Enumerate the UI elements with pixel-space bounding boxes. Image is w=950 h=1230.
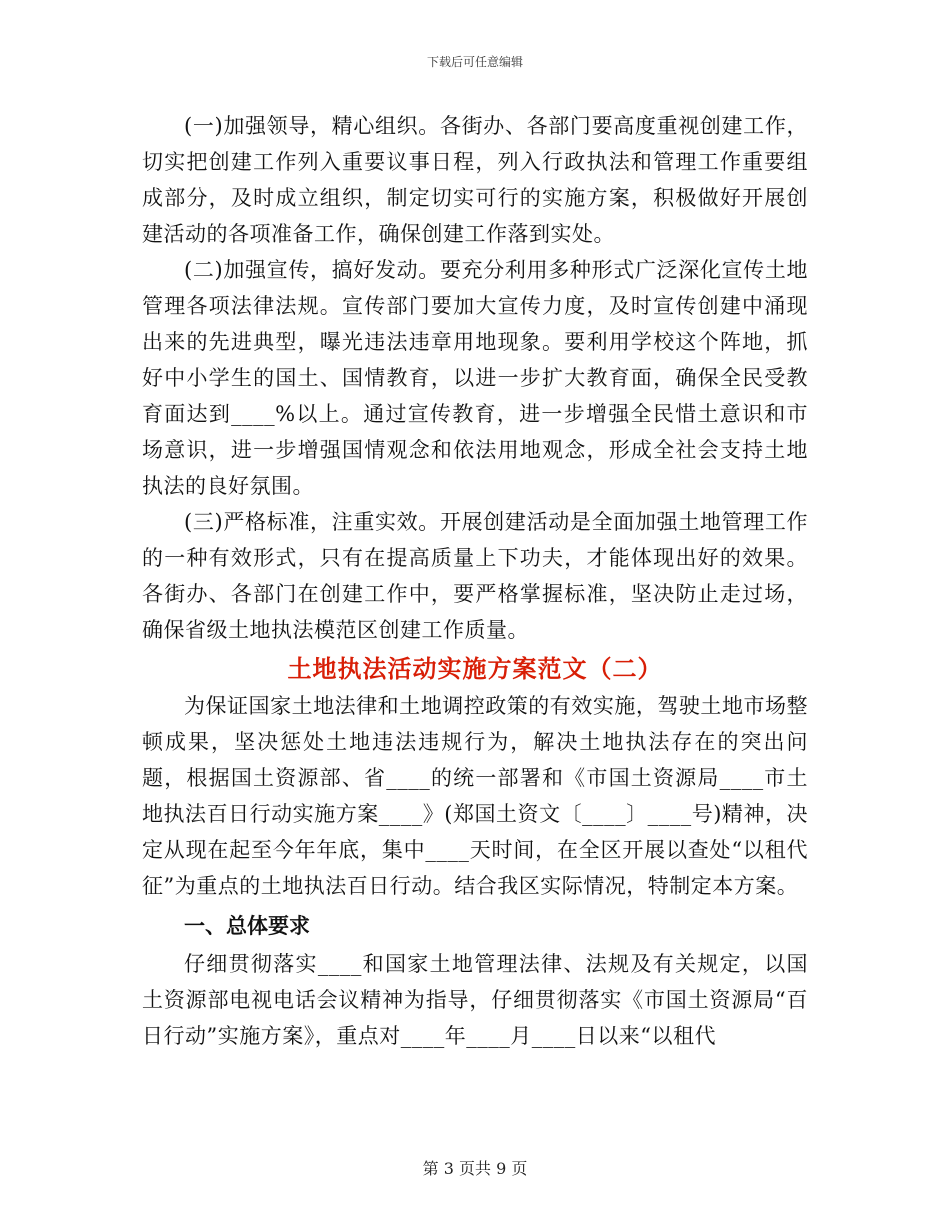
section-title: 土地执法活动实施方案范文（二） xyxy=(287,655,663,683)
paragraph-strengthen-leadership: (一)加强领导，精心组织。各街办、各部门要高度重视创建工作，切实把创建工作列入重要议事日程，列入行政执法和管理工作重要组成部分，及时成立组织，制定切实可行的实施方案，积极做好开展创建活动的各项准备工作，确保创建工作落到实处。 xyxy=(142,114,808,246)
paragraph-intro: 为保证国家土地法律和土地调控政策的有效实施，驾驶土地市场整顿成果，坚决惩处土地违法违规行为，解决土地执法存在的突出问题，根据国土资源部、省____的统一部署和《市国土资源局____市土地执法百日行动实施方案____》(郑国土资文〔____〕____号)精神，决定从现在起至今年年底，集中____天时间，在全区开展以查处“以租代征”为重点的土地执法百日行动。结合我区实际情况，特制定本方案。 xyxy=(142,694,808,898)
heading-general-requirements: 一、总体要求 xyxy=(184,914,310,938)
page-number-footer: 第 3 页共 9 页 xyxy=(422,1159,528,1178)
paragraph-general-requirements: 仔细贯彻落实____和国家土地管理法律、法规及有关规定，以国土资源部电视电话会议精神为指导，仔细贯彻落实《市国土资源局“百日行动”实施方案》，重点对____年____月____日以来“以租代 xyxy=(142,952,808,1048)
document-body xyxy=(142,108,808,1054)
page-header-note: 下载后可任意编辑 xyxy=(426,55,523,69)
paragraph-strengthen-publicity: (二)加强宣传，搞好发动。要充分利用多种形式广泛深化宣传土地管理各项法律法规。宣传部门要加大宣传力度，及时宣传创建中涌现出来的先进典型，曝光违法违章用地现象。要利用学校这个阵地，抓好中小学生的国土、国情教育，以进一步扩大教育面，确保全民受教育面达到____%以上。通过宣传教育，进一步增强全民惜土意识和市场意识，进一步增强国情观念和依法用地观念，形成全社会支持土地执法的良好氛围。 xyxy=(142,258,808,498)
paragraph-strict-standards: (三)严格标准，注重实效。开展创建活动是全面加强土地管理工作的一种有效形式，只有在提高质量上下功夫，才能体现出好的效果。各街办、各部门在创建工作中，要严格掌握标准，坚决防止走过场，确保省级土地执法模范区创建工作质量。 xyxy=(142,510,808,642)
